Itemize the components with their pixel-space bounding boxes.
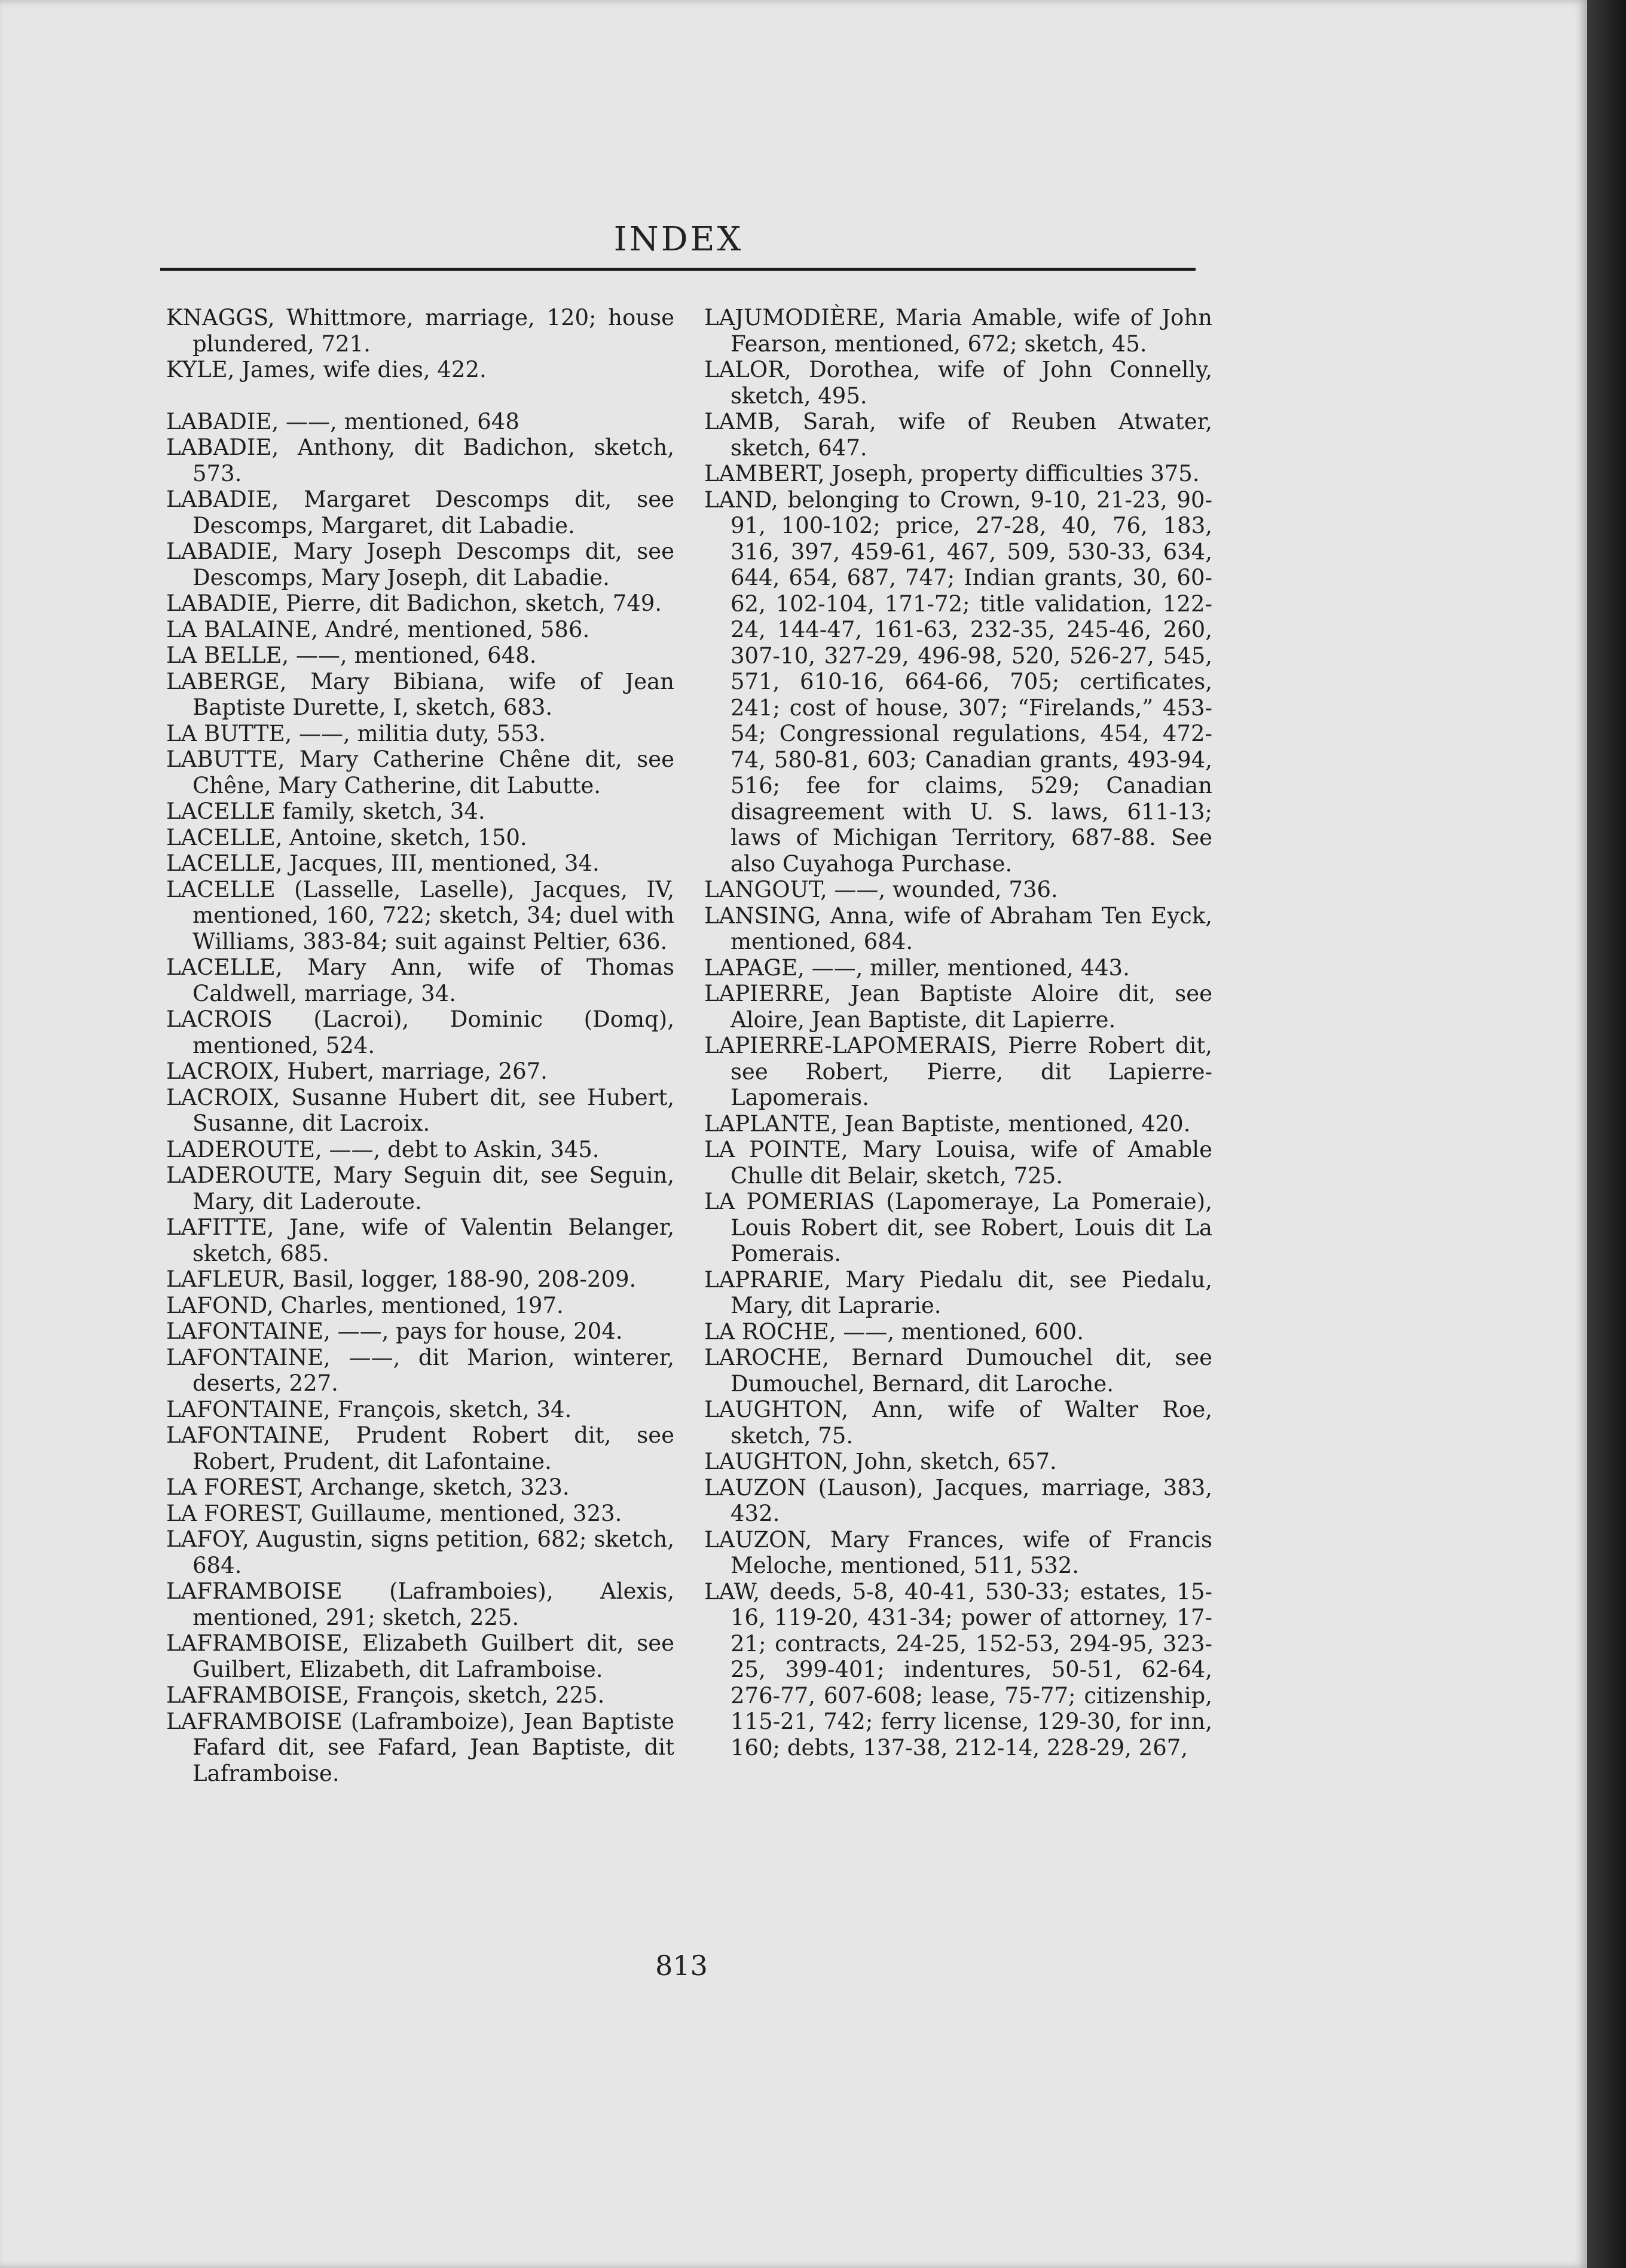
index-entry: LABADIE, ——, mentioned, 648 (166, 408, 519, 434)
index-entry: LAUGHTON, John, sketch, 657. (704, 1449, 1057, 1474)
index-entry: LADEROUTE, Mary Seguin dit, see Seguin, Mary, dit Laderoute. (166, 1162, 674, 1214)
index-entry: LAFLEUR, Basil, logger, 188-90, 208-209. (166, 1266, 637, 1292)
index-entry: LA FOREST, Archange, sketch, 323. (166, 1474, 570, 1500)
index-entry: LA ROCHE, ——, mentioned, 600. (704, 1318, 1084, 1345)
index-entry: LACROIX, Susanne Hubert dit, see Hubert, Susanne, dit Lacroix. (166, 1084, 674, 1136)
index-entry: LAPIERRE, Jean Baptiste Aloire dit, see Aloire, Jean Baptiste, dit Lapierre. (704, 981, 1212, 1033)
index-entry: LA POMERIAS (Lapomeraye, La Pomeraie), Louis Robert dit, see Robert, Louis dit La Pomerais. (704, 1189, 1212, 1266)
index-entry: LAFONTAINE, ——, pays for house, 204. (166, 1318, 623, 1344)
index-entry: LACELLE, Antoine, sketch, 150. (166, 824, 527, 850)
index-entry: LAFRAMBOISE, Elizabeth Guilbert dit, see Guilbert, Elizabeth, dit Laframboise. (166, 1630, 674, 1682)
page-title: INDEX (613, 220, 744, 259)
index-entry: LAUZON (Lauson), Jacques, marriage, 383, 432. (704, 1474, 1212, 1526)
index-entry: KNAGGS, Whittmore, marriage, 120; house plundered, 721. (166, 305, 674, 357)
index-entry: LAFRAMBOISE, François, sketch, 225. (166, 1682, 605, 1708)
index-entry: LA POINTE, Mary Louisa, wife of Amable Chulle dit Belair, sketch, 725. (704, 1137, 1212, 1189)
index-entry: LA BUTTE, ——, militia duty, 553. (166, 720, 546, 746)
index-entry: LAROCHE, Bernard Dumouchel dit, see Dumouchel, Bernard, dit Laroche. (704, 1345, 1212, 1397)
index-entry: LAPAGE, ——, miller, mentioned, 443. (704, 954, 1130, 981)
index-entry: LABERGE, Mary Bibiana, wife of Jean Baptiste Durette, I, sketch, 683. (166, 668, 674, 720)
index-entry: LAND, belonging to Crown, 9-10, 21-23, 90-91, 100-102; price, 27-28, 40, 76, 183, 316, 397, 459-61, 467, 509, 530-33, 634, 644, 654, 687, 747; Indian grants, 30, 60-62, 102-104, 171-72; title validation, 122-24, 144-47, 161-63, 232-35, 245-46, 260, 307-10, 327-29, 496-98, 520, 526-27, 545, 571, 610-16, 664-66, 705; certificates, 241; cost of house, 307; “Firelands,” 453-54; Congressional regulations, 454, 472-74, 580-81, 603; Canadian grants, 493-94, 516; fee for claims, 529; Canadian disagreement with U. S. laws, 611-13; laws of Michigan Territory, 687-88. See also Cuyahoga Purchase. (704, 486, 1212, 877)
index-entry: LANGOUT, ——, wounded, 736. (704, 877, 1058, 902)
index-entry: LANSING, Anna, wife of Abraham Ten Eyck, mentioned, 684. (704, 902, 1212, 954)
index-entry: LAPLANTE, Jean Baptiste, mentioned, 420. (704, 1110, 1191, 1137)
right-column (704, 305, 1212, 1761)
index-entry: LACELLE, Mary Ann, wife of Thomas Caldwell, marriage, 34. (166, 954, 674, 1006)
index-entry: LAMB, Sarah, wife of Reuben Atwater, sketch, 647. (704, 409, 1212, 461)
index-entry: LAJUMODIÈRE, Maria Amable, wife of John Fearson, mentioned, 672; sketch, 45. (704, 305, 1212, 357)
index-entry: LAFRAMBOISE (Laframboies), Alexis, mentioned, 291; sketch, 225. (166, 1578, 674, 1630)
index-entry: LABADIE, Anthony, dit Badichon, sketch, 573. (166, 434, 674, 486)
index-entry: LAFONTAINE, Prudent Robert dit, see Robert, Prudent, dit Lafontaine. (166, 1422, 674, 1474)
index-entry: LAPRARIE, Mary Piedalu dit, see Piedalu, Mary, dit Laprarie. (704, 1266, 1212, 1318)
index-entry: LABUTTE, Mary Catherine Chêne dit, see Chêne, Mary Catherine, dit Labutte. (166, 746, 674, 798)
index-entry: LAPIERRE-LAPOMERAIS, Pierre Robert dit, see Robert, Pierre, dit Lapierre-Lapomerais. (704, 1033, 1212, 1110)
index-entry: LABADIE, Margaret Descomps dit, see Descomps, Margaret, dit Labadie. (166, 486, 674, 538)
index-entry: LAW, deeds, 5-8, 40-41, 530-33; estates, 15-16, 119-20, 431-34; power of attorney, 17-21; contracts, 24-25, 152-53, 294-95, 323-25, 399-401; indentures, 50-51, 62-64, 276-77, 607-608; lease, 75-77; citizenship, 115-21, 742; ferry license, 129-30, for inn, 160; debts, 137-38, 212-14, 228-29, 267, (704, 1578, 1212, 1761)
index-entry: LACROIS (Lacroi), Dominic (Domq), mentioned, 524. (166, 1006, 674, 1058)
index-entry: LACELLE, Jacques, III, mentioned, 34. (166, 850, 600, 876)
index-entry: LAFRAMBOISE (Laframboize), Jean Baptiste Fafard dit, see Fafard, Jean Baptiste, dit Laframboise. (166, 1708, 674, 1786)
index-entry: LAMBERT, Joseph, property difficulties 375. (704, 461, 1200, 486)
index-entry: LACELLE (Lasselle, Laselle), Jacques, IV, mentioned, 160, 722; sketch, 34; duel with Williams, 383-84; suit against Peltier, 636. (166, 876, 674, 954)
index-entry: KYLE, James, wife dies, 422. (166, 357, 487, 382)
page-number: 813 (655, 1949, 708, 1982)
index-entry: LA FOREST, Guillaume, mentioned, 323. (166, 1500, 622, 1526)
index-entry: LA BELLE, ——, mentioned, 648. (166, 642, 537, 668)
index-entry: LACELLE family, sketch, 34. (166, 798, 485, 824)
index-entry: LAFOY, Augustin, signs petition, 682; sketch, 684. (166, 1526, 674, 1578)
index-entry: LAFOND, Charles, mentioned, 197. (166, 1292, 564, 1318)
left-column (166, 305, 674, 1786)
title-rule (160, 268, 1196, 271)
index-entry: LALOR, Dorothea, wife of John Connelly, sketch, 495. (704, 357, 1212, 409)
index-entry: LAFITTE, Jane, wife of Valentin Belanger, sketch, 685. (166, 1214, 674, 1266)
index-entry: LA BALAINE, André, mentioned, 586. (166, 616, 590, 642)
index-entry: LABADIE, Mary Joseph Descomps dit, see Descomps, Mary Joseph, dit Labadie. (166, 538, 674, 590)
index-entry: LADEROUTE, ——, debt to Askin, 345. (166, 1136, 600, 1162)
index-entry: LAFONTAINE, ——, dit Marion, winterer, deserts, 227. (166, 1344, 674, 1396)
page-edge (1587, 0, 1626, 2268)
index-entry: LABADIE, Pierre, dit Badichon, sketch, 749. (166, 590, 662, 616)
index-entry: LACROIX, Hubert, marriage, 267. (166, 1058, 548, 1084)
index-entry: LAUZON, Mary Frances, wife of Francis Meloche, mentioned, 511, 532. (704, 1526, 1212, 1578)
index-entry: LAFONTAINE, François, sketch, 34. (166, 1396, 572, 1422)
index-entry: LAUGHTON, Ann, wife of Walter Roe, sketch, 75. (704, 1397, 1212, 1449)
